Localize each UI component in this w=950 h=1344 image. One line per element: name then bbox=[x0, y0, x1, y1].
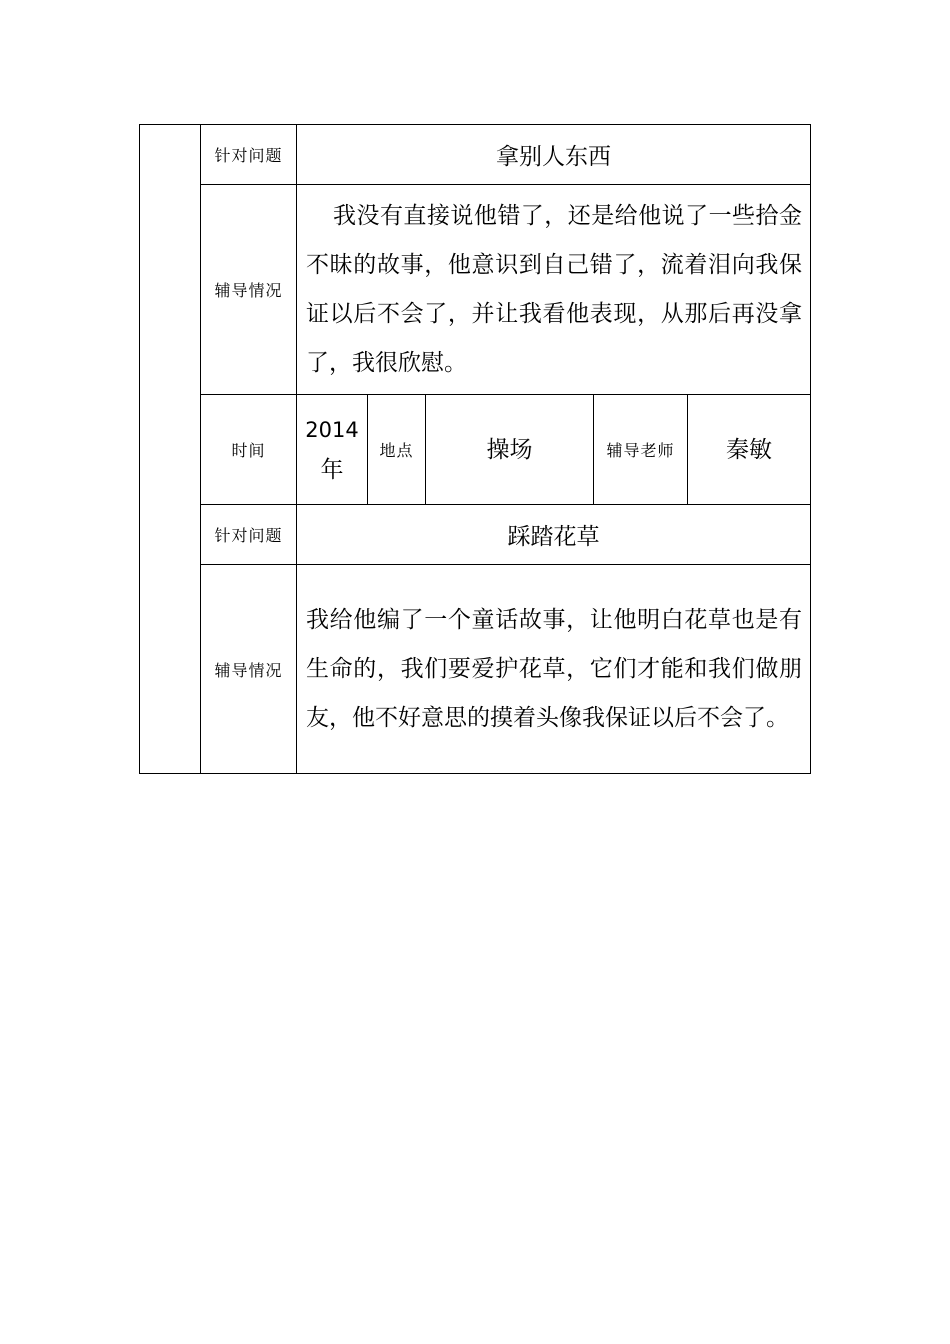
meta-row bbox=[140, 395, 811, 505]
record1-issue-row bbox=[140, 125, 811, 185]
record2-issue-row bbox=[140, 505, 811, 565]
record1-guidance-cell bbox=[297, 185, 811, 395]
time-label: 时间 bbox=[201, 395, 297, 505]
guidance-record-table bbox=[139, 124, 811, 774]
year-suffix: 年 bbox=[320, 456, 344, 483]
record1-issue-value: 拿别人东西 bbox=[297, 125, 811, 185]
record1-issue-label: 针对问题 bbox=[201, 125, 297, 185]
time-value bbox=[297, 395, 368, 505]
record1-guidance-text: 我没有直接说他错了，还是给他说了一些拾金不昧的故事，他意识到自己错了，流着泪向我保证以后不会了，并让我看他表现，从那后再没拿了，我很欣慰。 bbox=[306, 202, 802, 376]
record2-guidance-cell bbox=[297, 565, 811, 774]
record1-guidance-label: 辅导情况 bbox=[201, 185, 297, 395]
record2-guidance-text: 我给他编了一个童话故事，让他明白花草也是有生命的，我们要爱护花草，它们才能和我们做朋友，他不好意思的摸着头像我保证以后不会了。 bbox=[306, 606, 802, 731]
record1-guidance-row bbox=[140, 185, 811, 395]
record2-issue-label: 针对问题 bbox=[201, 505, 297, 565]
record2-issue-value: 踩踏花草 bbox=[297, 505, 811, 565]
teacher-value: 秦敏 bbox=[688, 395, 811, 505]
record2-guidance-row bbox=[140, 565, 811, 774]
left-margin-cell bbox=[140, 125, 201, 774]
place-value: 操场 bbox=[426, 395, 594, 505]
record2-guidance-label: 辅导情况 bbox=[201, 565, 297, 774]
year-number: 2014 bbox=[305, 417, 359, 442]
place-label: 地点 bbox=[368, 395, 426, 505]
teacher-label: 辅导老师 bbox=[594, 395, 688, 505]
